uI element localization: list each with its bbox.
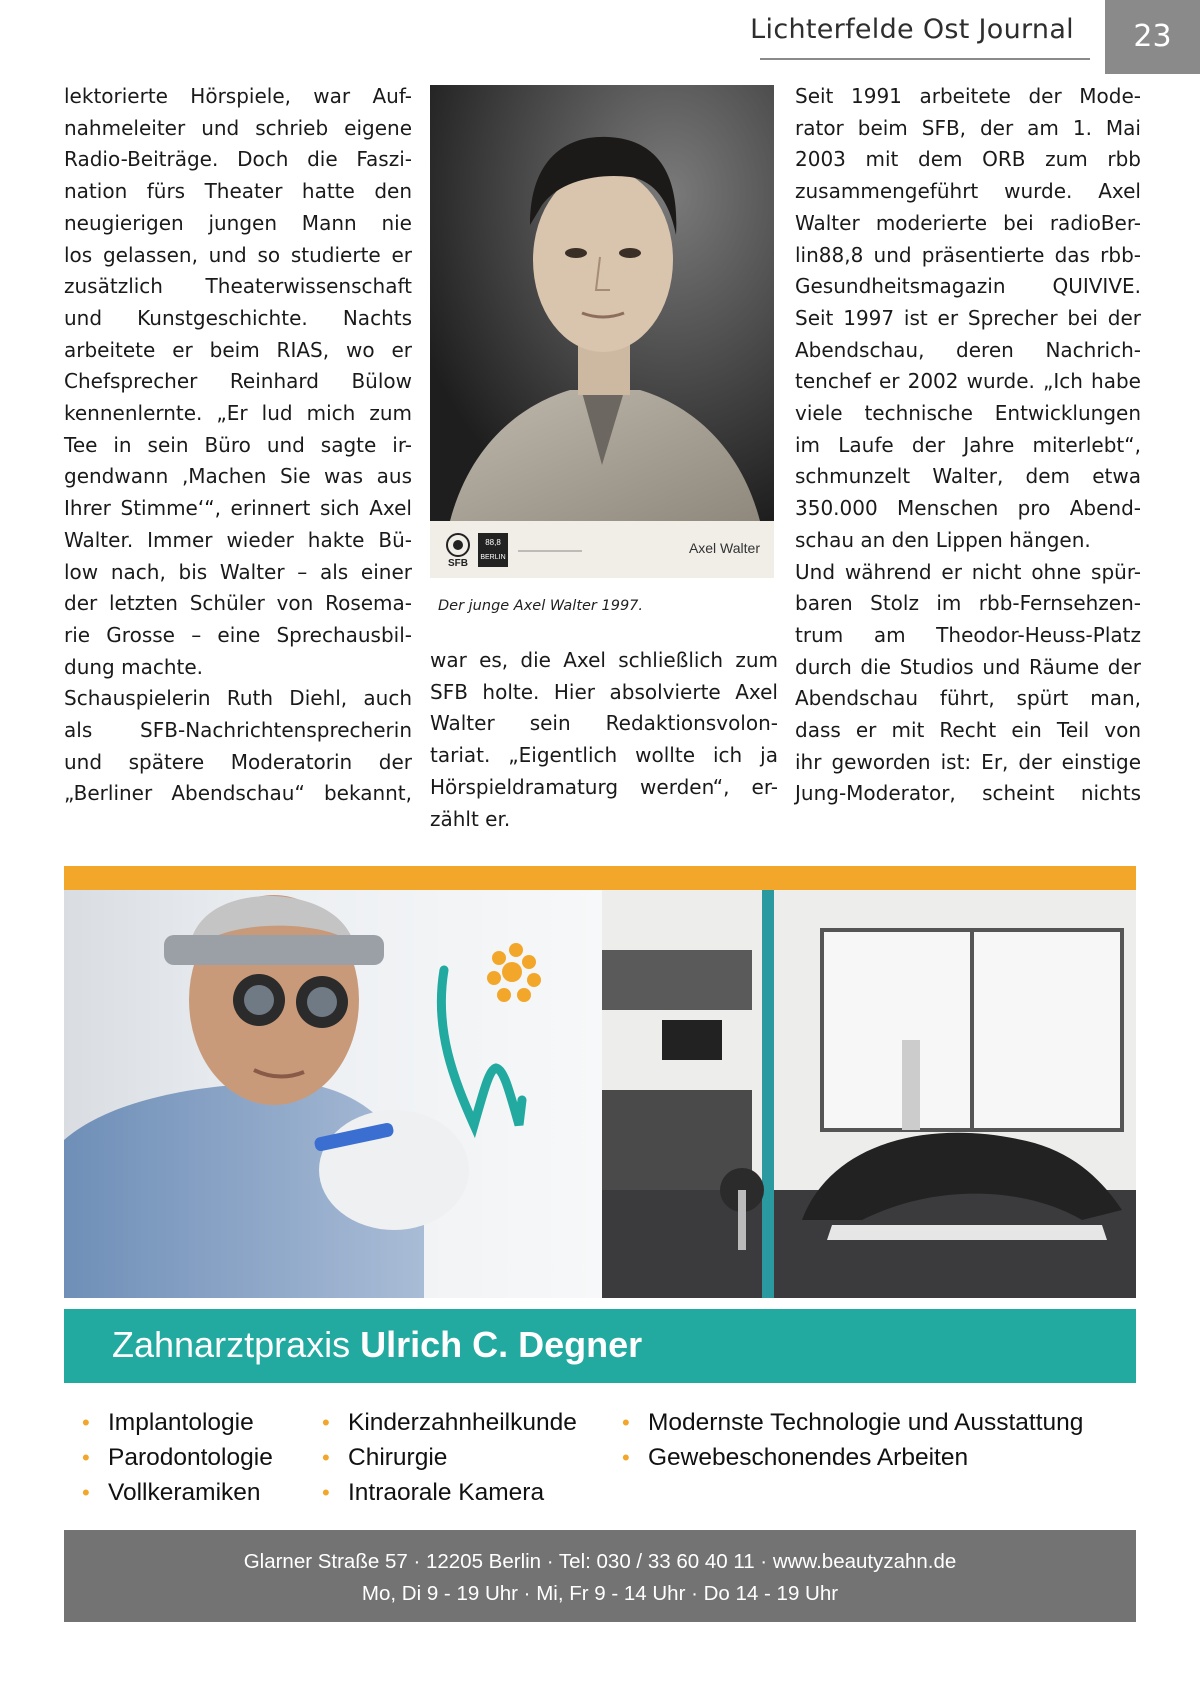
text-line: arbeitete er beim RIAS, wo er [64, 337, 412, 362]
text-line: schmunzelt Walter, dem etwa [795, 464, 1141, 489]
dentist-photo [64, 890, 602, 1298]
photo-name-tag: Axel Walter [688, 540, 760, 556]
practice-name [112, 1324, 642, 1366]
svg-text:88,8: 88,8 [485, 538, 501, 547]
bullet-icon: • [622, 1410, 630, 1435]
text-line: lektorierte Hörspiele, war Auf- [64, 84, 412, 108]
text-line: Walter moderierte bei radioBer- [795, 210, 1141, 235]
service-item: • Gewebeschonendes Arbeiten [622, 1440, 1083, 1475]
text-line: los gelassen, und so studierte er [64, 242, 412, 267]
text-line: trum am Theodor-Heuss-Platz [795, 622, 1141, 647]
text-line: „Berliner Abendschau“ bekannt, [64, 781, 412, 806]
text-line: zusätzlich Theaterwissenschaft [64, 274, 412, 299]
text-line: zählt er. [430, 806, 511, 831]
service-item: • Intraorale Kamera [322, 1475, 577, 1510]
header-rule [760, 58, 1090, 60]
service-item: • Parodontologie [82, 1440, 273, 1475]
text-line: baren Stolz im rbb-Fernsehzen- [795, 591, 1141, 616]
text-line: der letzten Schüler von Rosema- [64, 591, 412, 616]
text-line: Abendschau führt, spürt man, [795, 686, 1141, 711]
services-column-1 [82, 1405, 273, 1510]
text-line: Abendschau, deren Nachrich- [795, 337, 1141, 362]
text-line: Seit 1991 arbeitete der Mode- [795, 84, 1141, 108]
text-line: war es, die Axel schließlich zum [430, 648, 778, 672]
bullet-icon: • [322, 1445, 330, 1470]
portrait-image [430, 85, 774, 521]
text-line: ihr geworden ist: Er, der einstige [795, 749, 1141, 774]
bullet-icon: • [82, 1445, 90, 1470]
service-item: • Implantologie [82, 1405, 273, 1440]
page-number: 23 [1105, 0, 1200, 74]
service-item: • Kinderzahnheilkunde [322, 1405, 577, 1440]
text-line: 2003 mit dem ORB zum rbb [795, 147, 1141, 172]
services-column-3 [622, 1405, 1083, 1475]
contact-address-line: Glarner Straße 57 · 12205 Berlin · Tel: 030 / 33 60 40 11 · www.beautyzahn.de [243, 1550, 957, 1573]
opening-hours-line: Mo, Di 9 - 19 Uhr · Mi, Fr 9 - 14 Uhr · Do 14 - 19 Uhr [361, 1582, 839, 1605]
bullet-icon: • [622, 1445, 630, 1470]
text-line: Hörspieldramaturg werden“, er- [430, 774, 778, 799]
text-line: nahmeleiter und schrieb eigene [64, 115, 412, 140]
practice-name-doctor: Ulrich C. Degner [360, 1324, 643, 1365]
text-line: Ihrer Stimme‘“, erinnert sich Axel [64, 496, 412, 521]
text-line: low nach, bis Walter – als einer [64, 559, 412, 584]
article-column-2 [430, 645, 778, 835]
ad-accent-bar [64, 866, 1136, 890]
article-column-1 [64, 81, 412, 810]
text-line: viele technische Entwicklungen [795, 401, 1141, 426]
text-line: im Laufe der Jahre miterlebt“, [795, 432, 1141, 457]
practice-logo [441, 943, 541, 1125]
service-item: • Vollkeramiken [82, 1475, 273, 1510]
text-line: Seit 1997 ist er Sprecher bei der [795, 305, 1141, 330]
text-line: als SFB-Nachrichtensprecherin [64, 718, 412, 743]
services-column-2 [322, 1405, 577, 1510]
text-line: tenchef er 2002 wurde. „Ich habe [795, 369, 1141, 394]
text-line: Schauspielerin Ruth Diehl, auch [64, 686, 412, 711]
text-line: Jung-Moderator, scheint nichts [795, 781, 1141, 806]
svg-text:SFB: SFB [448, 558, 468, 569]
text-line: Tee in sein Büro und sagte ir- [64, 432, 412, 457]
text-line: Walter. Immer wieder hakte Bü- [64, 527, 412, 552]
text-line: Und während er nicht ohne spür- [795, 559, 1141, 584]
text-line: durch die Studios und Räume der [795, 654, 1141, 679]
bullet-icon: • [82, 1410, 90, 1435]
text-line: nation fürs Theater hatte den [64, 179, 412, 204]
text-line: kennenlernte. „Er lud mich zum [64, 401, 412, 426]
text-line: und spätere Moderatorin der [64, 749, 412, 774]
text-line: dung machte. [64, 654, 204, 679]
text-line: lin88,8 und präsentierte das rbb- [795, 242, 1141, 267]
treatment-room-photo [602, 890, 1136, 1298]
svg-text:BERLIN: BERLIN [480, 554, 506, 561]
text-line: dass er mit Recht ein Teil von [795, 718, 1141, 743]
text-line: neugierigen jungen Mann nie [64, 210, 412, 235]
text-line: Gesundheitsmagazin QUIVIVE. [795, 274, 1141, 299]
bullet-icon: • [322, 1410, 330, 1435]
text-line: Radio-Beiträge. Doch die Faszi- [64, 147, 412, 172]
service-item: • Chirurgie [322, 1440, 577, 1475]
text-line: und Kunstgeschichte. Nachts [64, 305, 412, 330]
text-line: tariat. „Eigentlich wollte ich ja [430, 743, 778, 768]
text-line: Chefsprecher Reinhard Bülow [64, 369, 412, 394]
text-line: SFB holte. Hier absolvierte Axel [430, 679, 778, 704]
portrait-photo [430, 85, 774, 578]
text-line: rator beim SFB, der am 1. Mai [795, 115, 1141, 140]
text-line: Walter sein Redaktionsvolon- [430, 711, 778, 736]
text-line: schau an den Lippen hängen. [795, 527, 1091, 552]
ad-contact-footer [64, 1530, 1136, 1622]
article-column-3 [795, 81, 1141, 810]
bullet-icon: • [322, 1480, 330, 1505]
practice-name-prefix: Zahnarztpraxis [112, 1324, 361, 1365]
service-item: • Modernste Technologie und Ausstattung [622, 1405, 1083, 1440]
text-line: rie Grosse – eine Sprechausbil- [64, 622, 412, 647]
bullet-icon: • [82, 1480, 90, 1505]
text-line: gendwann ‚Machen Sie was aus [64, 464, 412, 489]
text-line: zusammengeführt wurde. Axel [795, 179, 1141, 204]
photo-caption: Der junge Axel Walter 1997. [438, 598, 644, 614]
text-line: 350.000 Menschen pro Abend- [795, 496, 1141, 521]
journal-title: Lichterfelde Ost Journal [750, 14, 1074, 45]
